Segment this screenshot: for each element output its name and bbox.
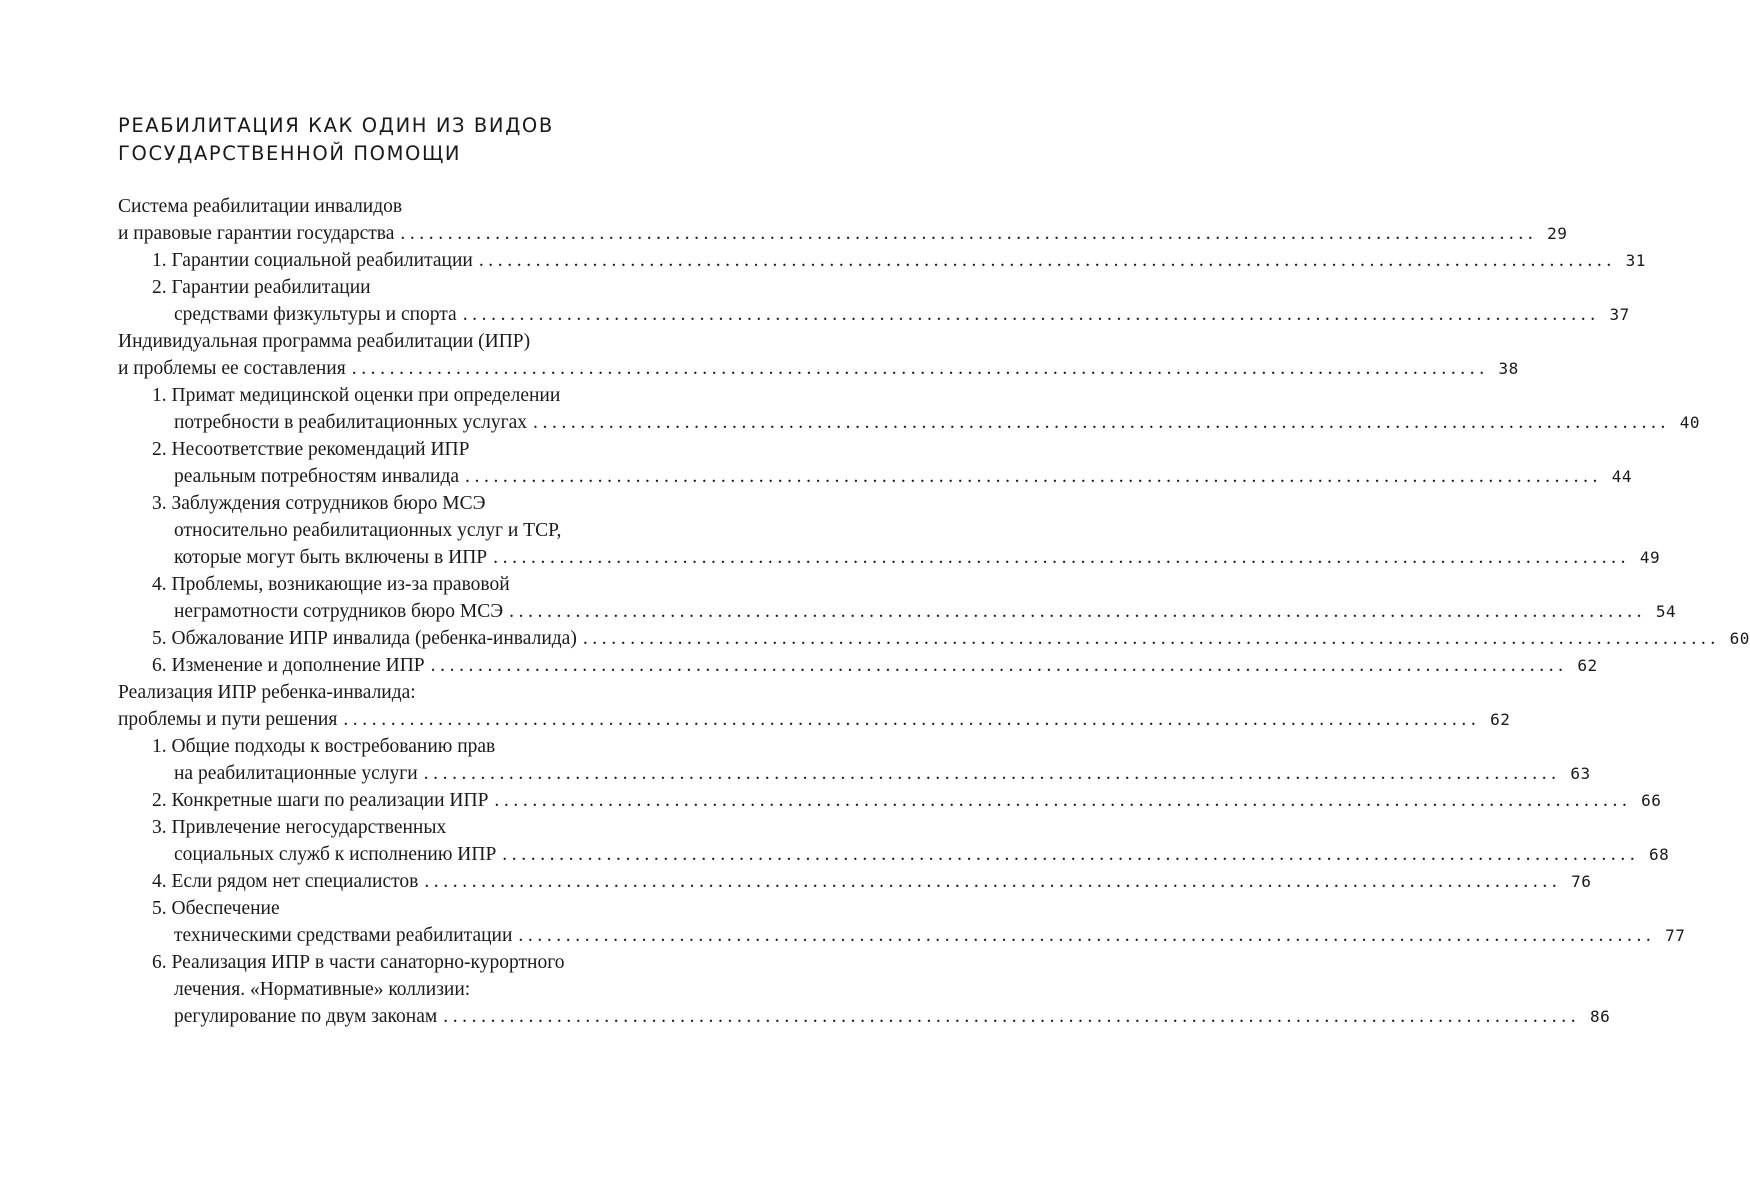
toc-entry-line [118, 490, 710, 517]
toc-page-number: 44 [1611, 467, 1633, 486]
toc-entry-line [118, 976, 710, 1003]
toc-entry-line [118, 598, 1677, 625]
toc-entry-line [118, 436, 710, 463]
section-heading-line: РЕАБИЛИТАЦИЯ КАК ОДИН ИЗ ВИДОВ [118, 114, 554, 137]
dot-leader: ........................................................................................................................ [478, 250, 1616, 271]
toc-entry-title: 1. Общие подходы к востребованию прав [152, 736, 496, 757]
dot-leader: ........................................................................................................................ [443, 1006, 1581, 1027]
toc-entry-line [118, 301, 1630, 328]
table-of-contents [118, 193, 1750, 1030]
toc-entry[interactable] [118, 328, 1519, 382]
dot-leader: ........................................................................................................................ [423, 763, 1561, 784]
toc-entry-title: и проблемы ее составления [118, 358, 346, 379]
toc-page-number: 40 [1679, 413, 1700, 432]
toc-entry-line [118, 895, 710, 922]
toc-page-number: 68 [1649, 845, 1670, 864]
toc-entry-line [118, 247, 1646, 274]
dot-leader: ........................................................................................................................ [351, 358, 1489, 379]
dot-leader: ........................................................................................................................ [509, 601, 1647, 622]
toc-entry-line [118, 706, 1511, 733]
toc-page-number: 37 [1609, 305, 1630, 324]
toc-entry[interactable] [118, 436, 1633, 490]
dot-leader: ........................................................................................................................ [400, 223, 1538, 244]
dot-leader: ........................................................................................................................ [462, 304, 1600, 325]
toc-entry-title: 1. Примат медицинской оценки при определении [152, 385, 561, 406]
toc-entry-title: средствами физкультуры и спорта [174, 304, 457, 325]
toc-entry[interactable] [118, 679, 1511, 733]
toc-entry[interactable] [118, 490, 1661, 571]
section-heading [118, 112, 554, 168]
toc-page-number: 63 [1570, 764, 1591, 783]
toc-entry[interactable] [118, 787, 1662, 814]
toc-entry-line [118, 733, 710, 760]
toc-entry-title: на реабилитационные услуги [174, 763, 418, 784]
toc-page-number: 62 [1490, 710, 1511, 729]
toc-entry-line [118, 463, 1633, 490]
toc-entry-title: Реализация ИПР ребенка-инвалида: [118, 682, 416, 703]
toc-entry-title: лечения. «Нормативные» коллизии: [174, 979, 471, 1000]
toc-entry-title: проблемы и пути решения [118, 709, 338, 730]
toc-page-number: 66 [1641, 791, 1662, 810]
toc-entry-line [118, 274, 710, 301]
toc-entry-line [118, 841, 1670, 868]
toc-entry-line [118, 409, 1700, 436]
toc-entry[interactable] [118, 733, 1591, 787]
toc-entry[interactable] [118, 895, 1686, 949]
toc-page-number: 54 [1655, 602, 1677, 621]
dot-leader: ........................................................................................................................ [518, 925, 1656, 946]
toc-entry-title: регулирование по двум законам [174, 1006, 438, 1027]
section-heading-line: ГОСУДАРСТВЕННОЙ ПОМОЩИ [118, 142, 462, 165]
toc-entry-title: потребности в реабилитационных услугах [174, 412, 527, 433]
toc-entry-title: 4. Если рядом нет специалистов [152, 871, 419, 892]
toc-entry[interactable] [118, 274, 1630, 328]
dot-leader: ........................................................................................................................ [424, 871, 1562, 892]
toc-page-number: 62 [1577, 656, 1598, 675]
toc-page-number: 76 [1571, 872, 1592, 891]
toc-entry-title: 6. Изменение и дополнение ИПР [152, 655, 425, 676]
dot-leader: ........................................................................................................................ [502, 844, 1640, 865]
toc-page-number: 77 [1665, 926, 1686, 945]
toc-entry-title: 3. Заблуждения сотрудников бюро МСЭ [152, 493, 486, 514]
toc-entry-title: 4. Проблемы, возникающие из-за правовой [152, 574, 510, 595]
toc-entry[interactable] [118, 814, 1670, 868]
toc-entry-title: реальным потребностям инвалида [174, 466, 460, 487]
toc-entry[interactable] [118, 652, 1598, 679]
toc-entry-line [118, 652, 1598, 679]
toc-page-number: 60 [1729, 629, 1750, 648]
toc-entry-title: которые могут быть включены в ИПР [174, 547, 488, 568]
toc-entry[interactable] [118, 247, 1646, 274]
toc-entry-line [118, 355, 1519, 382]
toc-entry-title: 2. Гарантии реабилитации [152, 277, 371, 298]
toc-page-number: 31 [1625, 251, 1646, 270]
toc-entry-line [118, 814, 710, 841]
toc-entry[interactable] [118, 868, 1592, 895]
toc-entry[interactable] [118, 625, 1750, 652]
toc-entry-line [118, 193, 710, 220]
toc-entry-title: и правовые гарантии государства [118, 223, 395, 244]
toc-entry[interactable] [118, 571, 1677, 625]
dot-leader: ........................................................................................................................ [533, 412, 1670, 433]
toc-entry-title: Индивидуальная программа реабилитации (ИПР) [118, 331, 531, 352]
toc-page-number: 86 [1589, 1007, 1611, 1026]
toc-entry-line [118, 760, 1591, 787]
toc-page-number: 29 [1547, 224, 1568, 243]
toc-entry-line [118, 949, 710, 976]
toc-entry-line [118, 1003, 1611, 1030]
dot-leader: ........................................................................................................................ [430, 655, 1568, 676]
toc-entry-title: 2. Несоответствие рекомендаций ИПР [152, 439, 470, 460]
toc-entry-title: 6. Реализация ИПР в части санаторно-курортного [152, 952, 565, 973]
toc-page-number: 49 [1639, 548, 1661, 567]
toc-entry-title: 5. Обжалование ИПР инвалида (ребенка-инвалида) [152, 628, 577, 649]
dot-leader: ........................................................................................................................ [493, 547, 1631, 568]
toc-entry-title: 5. Обеспечение [152, 898, 280, 919]
toc-entry-line [118, 922, 1686, 949]
toc-entry-title: социальных служб к исполнению ИПР [174, 844, 497, 865]
toc-entry-line [118, 220, 1568, 247]
toc-entry[interactable] [118, 949, 1611, 1030]
toc-entry[interactable] [118, 193, 1568, 247]
dot-leader: ........................................................................................................................ [494, 790, 1632, 811]
toc-entry-line [118, 787, 1662, 814]
toc-entry-line [118, 571, 710, 598]
toc-entry-line [118, 544, 1661, 571]
toc-entry-title: 2. Конкретные шаги по реализации ИПР [152, 790, 489, 811]
dot-leader: ........................................................................................................................ [582, 628, 1720, 649]
dot-leader: ........................................................................................................................ [343, 709, 1481, 730]
toc-entry-title: относительно реабилитационных услуг и ТСР, [174, 520, 562, 541]
toc-entry-line [118, 625, 1750, 652]
toc-entry-line [118, 382, 710, 409]
toc-page-number: 38 [1498, 359, 1519, 378]
toc-entry-title: 3. Привлечение негосударственных [152, 817, 447, 838]
toc-entry-title: техническими средствами реабилитации [174, 925, 513, 946]
toc-entry-line [118, 679, 710, 706]
toc-entry-title: 1. Гарантии социальной реабилитации [152, 250, 473, 271]
toc-entry-line [118, 328, 710, 355]
toc-entry-line [118, 517, 710, 544]
toc-entry-line [118, 868, 1592, 895]
dot-leader: ........................................................................................................................ [465, 466, 1603, 487]
toc-entry-title: Система реабилитации инвалидов [118, 196, 403, 217]
toc-entry-title: неграмотности сотрудников бюро МСЭ [174, 601, 504, 622]
toc-entry[interactable] [118, 382, 1700, 436]
